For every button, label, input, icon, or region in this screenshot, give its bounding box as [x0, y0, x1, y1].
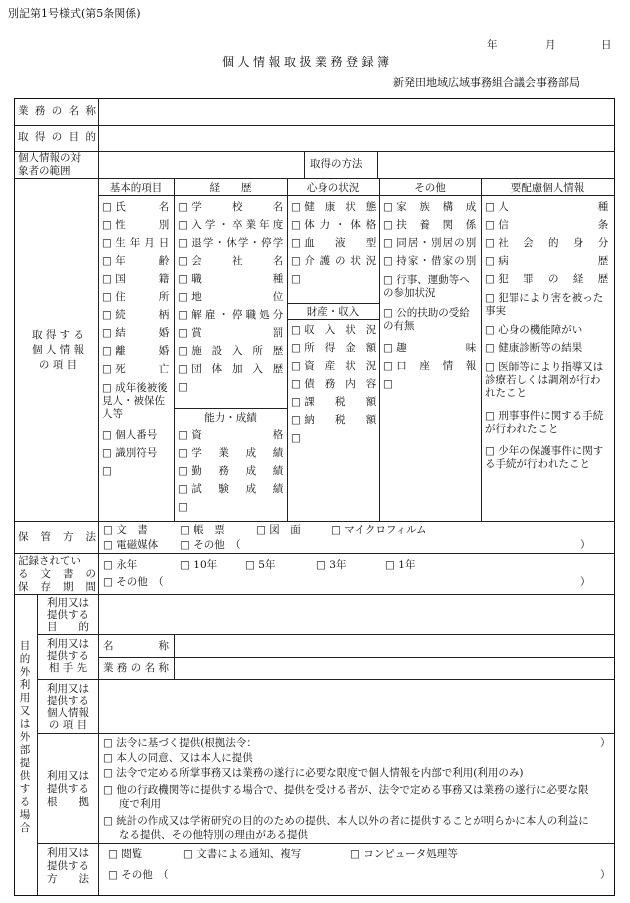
- checkbox-age[interactable]: □ 年 齢: [102, 256, 169, 267]
- outside-method-label: 利用又は 提供する 方 法: [47, 847, 89, 885]
- retention-label-2: る 文 書 の: [18, 568, 96, 580]
- retention-permanent[interactable]: □ 永年: [103, 560, 137, 571]
- checkbox-company[interactable]: □ 会 社 名: [178, 256, 283, 267]
- checkbox-juvenile-case[interactable]: □ 少年の保護事件に関する手続が行われたこと: [485, 445, 609, 471]
- checkbox-hobbies[interactable]: □ 趣 味: [383, 343, 476, 354]
- col-mind: 心身の状況: [306, 182, 360, 194]
- checkbox-work-performance[interactable]: □ 勤務成績: [178, 466, 283, 477]
- checkbox-social-status[interactable]: □ 社会的身分: [485, 238, 608, 249]
- year-label: 年: [487, 39, 498, 51]
- storage-other[interactable]: □ その他 （: [180, 540, 241, 551]
- checkbox-public-aid[interactable]: □ 公的扶助の受給の有無: [383, 307, 477, 333]
- items-label-2: 個 人 情 報: [31, 344, 84, 356]
- page-title: 個人情報取扱業務登録簿: [222, 55, 393, 69]
- checkbox-medical-history[interactable]: □ 病 歴: [485, 256, 608, 267]
- checkbox-creed[interactable]: □ 信 条: [485, 220, 608, 231]
- retention-1y[interactable]: □ 1年: [385, 560, 415, 571]
- checkbox-academic[interactable]: □ 学業成績: [178, 448, 283, 459]
- checkbox-organization[interactable]: □ 団体加入歴: [178, 364, 283, 375]
- basis-other-agency[interactable]: □ 他の行政機関等に提供する場合で、提供を受ける者が、法令で定める事務又は業務の遂行に必要な限度で利用: [103, 783, 589, 811]
- retention-5y[interactable]: □ 5年: [245, 560, 275, 571]
- retention-3y[interactable]: □ 3年: [316, 560, 346, 571]
- col-basic: 基本的項目: [109, 182, 163, 194]
- checkbox-birthdate[interactable]: □ 生年月日: [102, 238, 169, 249]
- col-sensitive: 要配慮個人情報: [510, 182, 585, 194]
- method-label: 取得の方法: [310, 158, 363, 170]
- checkbox-criminal-procedure[interactable]: □ 刑事事件に関する手続が行われたこと: [485, 410, 609, 436]
- checkbox-income[interactable]: □ 収入状況: [291, 325, 376, 336]
- checkbox-housing[interactable]: □ 持家・借家の別: [383, 256, 476, 267]
- checkbox-nationality[interactable]: □ 国 籍: [102, 274, 169, 285]
- checkbox-race[interactable]: □ 人 種: [485, 202, 608, 213]
- month-label: 月: [545, 39, 556, 51]
- checkbox-mind-blank[interactable]: [291, 274, 301, 285]
- checkbox-rewards[interactable]: □ 賞 罰: [178, 328, 283, 339]
- checkbox-dismissal[interactable]: □ 解雇・停職処分: [178, 310, 283, 321]
- storage-electronic[interactable]: □ 電磁媒体: [103, 540, 158, 551]
- checkbox-crime-victim[interactable]: □ 犯罪により害を被った事実: [485, 292, 609, 318]
- method-computer[interactable]: □ コンピュータ処理等: [350, 849, 458, 860]
- storage-other-close: ）: [580, 539, 591, 551]
- checkbox-assets[interactable]: □ 資産状況: [291, 361, 376, 372]
- basis-statistics[interactable]: □ 統計の作成又は学術研究の目的のための提供、本人以外の者に提供することが明らかに本人の利益になる提供、その他特別の理由がある提供: [103, 814, 589, 842]
- form-number: 別記第1号様式(第5条関係): [8, 7, 141, 20]
- checkbox-relationship[interactable]: □ 続 柄: [102, 310, 169, 321]
- retention-label-1: 記録されてい: [18, 555, 81, 567]
- checkbox-income-amount[interactable]: □ 所得金額: [291, 343, 376, 354]
- retention-label-3: 保 存 期 間: [18, 581, 96, 593]
- checkbox-withdrawal[interactable]: □ 退学・休学・停学: [178, 238, 283, 249]
- checkbox-family[interactable]: □ 家族構成: [383, 202, 476, 213]
- outside-recipient-label: 利用又は 提供する 相 手 先: [47, 638, 89, 674]
- checkbox-tax-assessed[interactable]: □ 課 税 額: [291, 397, 376, 408]
- checkbox-debt[interactable]: □ 債務内容: [291, 379, 376, 390]
- outside-purpose-label: 利用又は 提供する 目 的: [47, 597, 89, 633]
- retention-10y[interactable]: □ 10年: [180, 560, 217, 571]
- storage-label: 保 管 方 法: [18, 531, 96, 543]
- checkbox-death[interactable]: □ 死 亡: [102, 364, 169, 375]
- checkbox-marriage[interactable]: □ 結 婚: [102, 328, 169, 339]
- checkbox-other-blank[interactable]: [383, 379, 393, 390]
- outside-items-label: 利用又は 提供する 個人情報 の 項 目: [47, 683, 89, 731]
- storage-drawing[interactable]: □ 図 面: [256, 525, 301, 536]
- col-ability: 能力・成績: [204, 412, 257, 424]
- day-label: 日: [601, 39, 612, 51]
- storage-microfilm[interactable]: □ マイクロフィルム: [331, 525, 427, 536]
- checkbox-assets-blank[interactable]: [291, 433, 301, 444]
- checkbox-sex[interactable]: □ 性 別: [102, 220, 169, 231]
- scope-label-2: 象者の範囲: [18, 165, 71, 177]
- checkbox-facility[interactable]: □ 施設入所歴: [178, 346, 283, 357]
- checkbox-dependents[interactable]: □ 扶養関係: [383, 220, 476, 231]
- checkbox-qualification[interactable]: □ 資 格: [178, 430, 283, 441]
- purpose-label: 取得の目的: [18, 131, 96, 143]
- recipient-name-label: 名 称: [103, 640, 169, 652]
- checkbox-basic-blank[interactable]: [102, 466, 112, 477]
- checkbox-disability[interactable]: □ 心身の機能障がい: [485, 325, 582, 336]
- method-notification[interactable]: □ 文書による通知、複写: [183, 849, 301, 860]
- checkbox-identification-code[interactable]: □ 識別符号: [102, 448, 157, 459]
- checkbox-health-checkup[interactable]: □ 健康診断等の結果: [485, 343, 582, 354]
- checkbox-ability-blank[interactable]: [178, 502, 188, 513]
- business-name-label: 業務の名称: [18, 105, 96, 117]
- storage-document[interactable]: □ 文 書: [103, 525, 148, 536]
- items-label-3: の 項 目: [38, 359, 78, 371]
- checkbox-enrollment[interactable]: □ 入学・卒業年度: [178, 220, 283, 231]
- items-label-1: 取 得 す る: [31, 329, 84, 341]
- checkbox-career-blank[interactable]: [178, 382, 188, 393]
- checkbox-blood-type[interactable]: □ 血 液 型: [291, 238, 376, 249]
- checkbox-occupation[interactable]: □ 職 種: [178, 274, 283, 285]
- col-career: 経 歴: [209, 182, 252, 194]
- retention-other[interactable]: □ その他 （: [103, 577, 164, 588]
- storage-ledger[interactable]: □ 帳 票: [180, 525, 225, 536]
- basis-law-close: ）: [600, 737, 611, 749]
- scope-label-1: 個人情報の対: [18, 152, 81, 164]
- checkbox-position[interactable]: □ 地 位: [178, 292, 283, 303]
- checkbox-name[interactable]: □ 氏 名: [102, 202, 169, 213]
- method-other-close: ）: [600, 869, 611, 881]
- checkbox-criminal-record[interactable]: □ 犯罪の経歴: [485, 274, 608, 285]
- method-other[interactable]: □ その他 （: [108, 870, 169, 881]
- checkbox-address[interactable]: □ 住 所: [102, 292, 169, 303]
- method-inspection[interactable]: □ 閲覧: [108, 849, 142, 860]
- checkbox-exam[interactable]: □ 試験成績: [178, 484, 283, 495]
- col-assets: 財産・収入: [306, 306, 360, 318]
- recipient-business-label: 業務の名称: [103, 662, 169, 674]
- outside-basis-label: 利用又は 提供する 根 拠: [47, 770, 89, 808]
- checkbox-physique[interactable]: □ 体力・体格: [291, 220, 376, 231]
- checkbox-cohabitation[interactable]: □ 同居・別居の別: [383, 238, 476, 249]
- checkbox-individual-number[interactable]: □ 個人番号: [102, 430, 157, 441]
- basis-internal-use[interactable]: □ 法令で定める所掌事務又は業務の遂行に必要な限度で個人情報を内部で利用(利用のみ): [103, 768, 523, 779]
- checkbox-tax-paid[interactable]: □ 納 税 額: [291, 415, 376, 426]
- checkbox-divorce[interactable]: □ 離 婚: [102, 346, 169, 357]
- checkbox-events[interactable]: □ 行事、運動等への参加状況: [383, 274, 477, 300]
- outside-use-label: 目的外利用又は外部提供する場合: [19, 640, 31, 834]
- checkbox-medical-guidance[interactable]: □ 医師等により指導又は診療若しくは調剤が行われたこと: [485, 361, 609, 400]
- checkbox-care[interactable]: □ 介護の状況: [291, 256, 376, 267]
- retention-other-close: ）: [580, 576, 591, 588]
- office-name: 新発田地域広域事務組合議会事務部局: [393, 76, 580, 89]
- basis-law[interactable]: □ 法令に基づく提供(根拠法令：: [103, 738, 257, 749]
- basis-consent[interactable]: □ 本人の同意、又は本人に提供: [103, 753, 253, 764]
- checkbox-bank-account[interactable]: □ 口座情報: [383, 361, 476, 372]
- checkbox-school[interactable]: □ 学 校 名: [178, 202, 283, 213]
- col-other: その他: [414, 182, 446, 194]
- checkbox-guardianship[interactable]: □ 成年後被後見人・被保佐人等: [102, 382, 168, 421]
- checkbox-health[interactable]: □ 健康状態: [291, 202, 376, 213]
